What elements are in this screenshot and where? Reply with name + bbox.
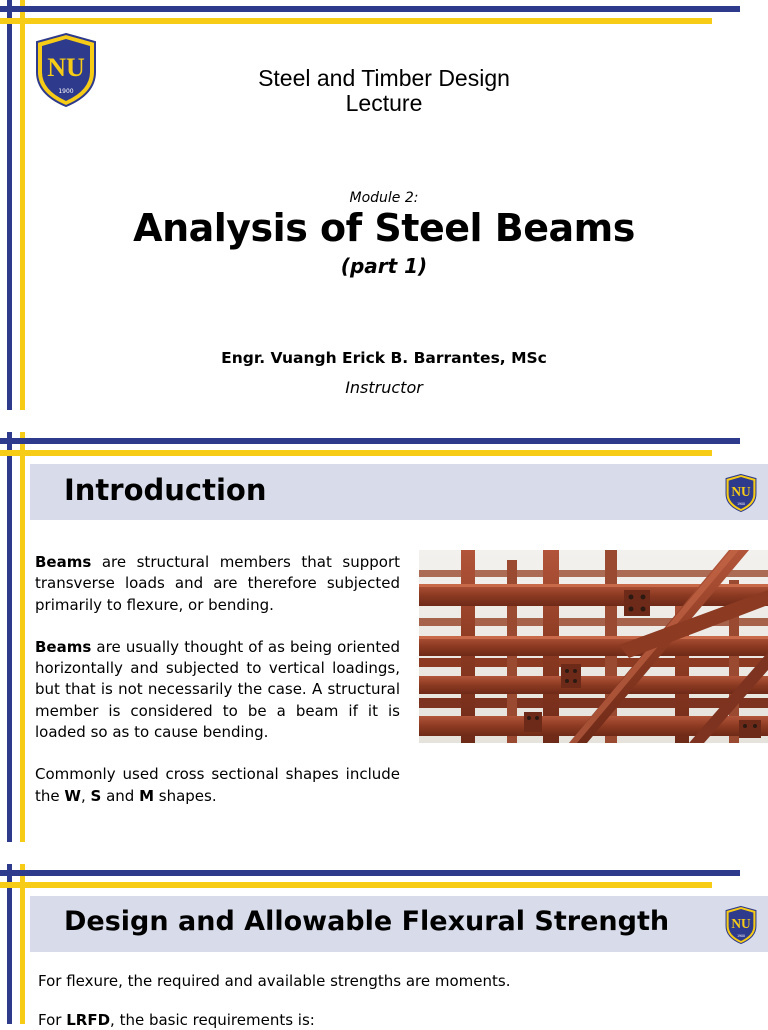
- flexure-statement: For flexure, the required and available strengths are moments.: [38, 972, 511, 990]
- course-title-line1: Steel and Timber Design: [258, 65, 510, 91]
- slide-gap: [0, 842, 768, 864]
- blue-horizontal-stripe: [0, 870, 740, 876]
- svg-text:NU: NU: [731, 916, 751, 932]
- svg-text:NU: NU: [731, 484, 751, 500]
- author-role: Instructor: [345, 378, 423, 397]
- flexural-strength-slide: [0, 864, 768, 1029]
- part-label: (part 1): [340, 254, 428, 278]
- lrfd-requirement: For LRFD, the basic requirements is:: [38, 1011, 315, 1029]
- slide-header: Introduction: [64, 473, 267, 507]
- slide-header: Design and Allowable Flexural Strength: [64, 906, 670, 937]
- term-beams: Beams: [35, 553, 92, 571]
- blue-vertical-stripe: [7, 864, 12, 1024]
- paragraph-3: Commonly used cross sectional shapes include the W, S and M shapes.: [35, 765, 400, 805]
- paragraph-2: Beams are usually thought of as being oriented horizontally and subjected to vertical loadings, but that is not necessarily the case. A structural member is considered to be a beam if it is loaded so as to cause bending.: [35, 637, 400, 742]
- paragraph-1: Beams are structural members that support transverse loads and are therefore subjected primarily to flexure, or bending.: [35, 553, 400, 614]
- main-title: Analysis of Steel Beams: [133, 206, 635, 250]
- university-seal-icon: [724, 905, 758, 945]
- university-seal-icon: [724, 473, 758, 513]
- gold-horizontal-stripe: [0, 450, 712, 456]
- term-beams: Beams: [35, 637, 92, 656]
- blue-horizontal-stripe: [0, 6, 740, 12]
- module-label: Module 2:: [349, 190, 419, 206]
- blue-horizontal-stripe: [0, 438, 740, 444]
- svg-text:1900: 1900: [58, 88, 74, 95]
- svg-text:NU: NU: [47, 53, 85, 82]
- gold-horizontal-stripe: [0, 882, 712, 888]
- gold-vertical-stripe: [20, 432, 25, 842]
- slide-gap: [0, 410, 768, 432]
- title-slide: [0, 0, 768, 410]
- steel-frame-photo: [419, 550, 768, 743]
- header-band: [30, 896, 768, 952]
- svg-text:1900: 1900: [737, 501, 745, 506]
- blue-vertical-stripe: [7, 432, 12, 842]
- gold-vertical-stripe: [20, 864, 25, 1024]
- intro-body: [35, 552, 400, 828]
- course-title: [0, 66, 768, 116]
- gold-horizontal-stripe: [0, 18, 712, 24]
- course-title-line2: Lecture: [345, 90, 423, 116]
- author-name: Engr. Vuangh Erick B. Barrantes, MSc: [221, 349, 547, 367]
- header-band: [30, 464, 768, 520]
- introduction-slide: [0, 432, 768, 842]
- svg-text:1900: 1900: [737, 933, 745, 938]
